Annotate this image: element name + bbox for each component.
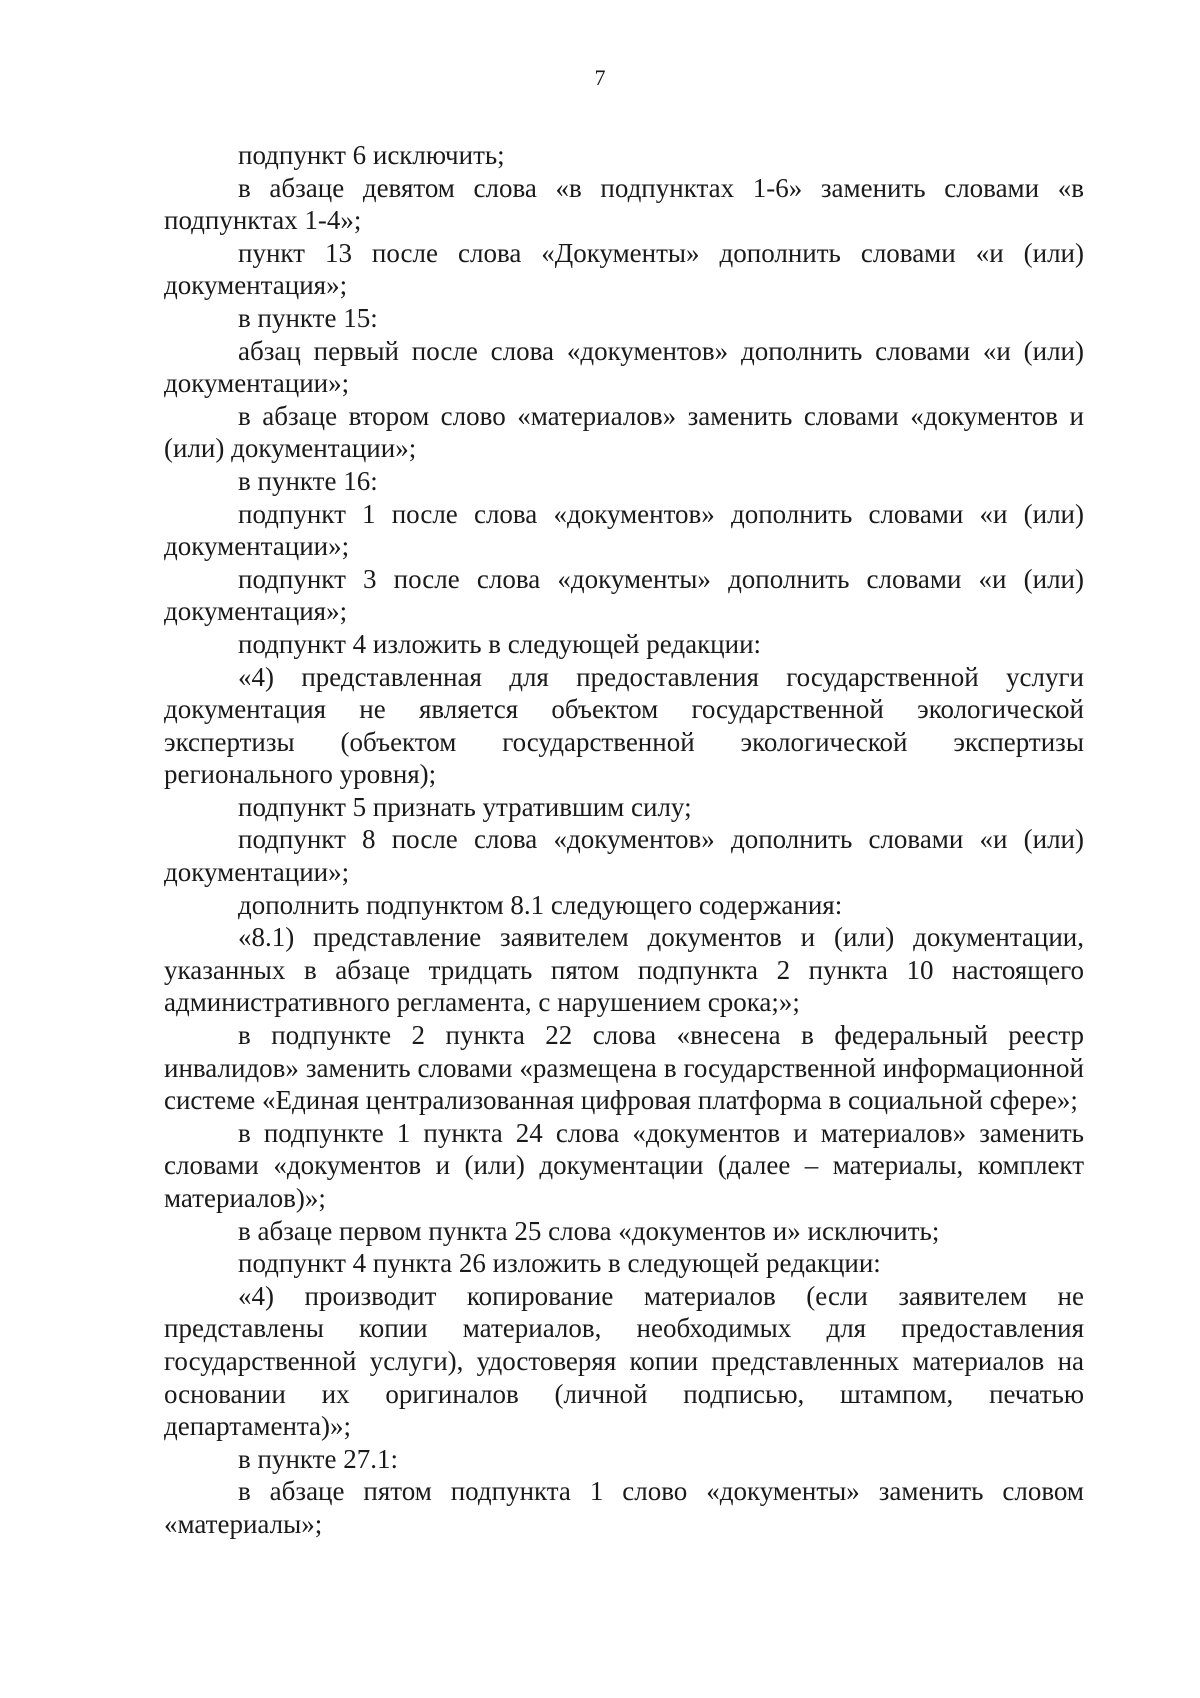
paragraph: «4) представленная для предоставления государственной услуги документация не является объектом государственной экологической экспертизы (объектом государственной экологической экспертизы регионального уровня); <box>164 661 1084 790</box>
paragraph: «8.1) представление заявителем документов и (или) документации, указанных в абзаце тридцать пятом подпункта 2 пункта 10 настоящего административного регламента, с нарушением срока;»; <box>164 922 1084 1018</box>
paragraph: подпункт 8 после слова «документов» дополнить словами «и (или) документации»; <box>164 824 1084 888</box>
paragraph: подпункт 6 исключить; <box>238 140 505 170</box>
paragraph: дополнить подпунктом 8.1 следующего содержания: <box>238 889 843 920</box>
paragraph: подпункт 5 признать утратившим силу; <box>238 791 692 822</box>
paragraph: в абзаце втором слово «материалов» заменить словами «документов и (или) документации»; <box>164 400 1084 464</box>
paragraph: в пункте 16: <box>238 465 378 496</box>
paragraph: в абзаце девятом слова «в подпунктах 1-6» заменить словами «в подпунктах 1-4»; <box>164 172 1084 236</box>
paragraph: в пункте 27.1: <box>238 1443 398 1474</box>
paragraph: в абзаце первом пункта 25 слова «документов и» исключить; <box>238 1215 940 1246</box>
paragraph: «4) производит копирование материалов (если заявителем не представлены копии материалов, необходимых для предоставления государственной услуги), удостоверяя копии представленных материалов на основании их оригиналов (личной подписью, штампом, печатью департамента)»; <box>164 1280 1084 1442</box>
paragraph: в абзаце пятом подпункта 1 слово «документы» заменить словом «материалы»; <box>164 1476 1084 1539</box>
document-body <box>164 139 1084 1541</box>
paragraph: подпункт 4 изложить в следующей редакции: <box>238 628 762 659</box>
paragraph: абзац первый после слова «документов» дополнить словами «и (или) документации»; <box>164 335 1084 399</box>
paragraph: в пункте 15: <box>238 302 378 333</box>
page-number: 7 <box>594 65 606 90</box>
paragraph: в подпункте 2 пункта 22 слова «внесена в федеральный реестр инвалидов» заменить словами «размещена в государственной информационной системе «Единая централизованная цифровая платформа в социальной сфере»; <box>164 1020 1084 1116</box>
paragraph: подпункт 4 пункта 26 изложить в следующей редакции: <box>238 1248 881 1279</box>
paragraph: подпункт 1 после слова «документов» дополнить словами «и (или) документации»; <box>164 498 1084 562</box>
paragraph: подпункт 3 после слова «документы» дополнить словами «и (или) документация»; <box>164 563 1084 627</box>
paragraph: в подпункте 1 пункта 24 слова «документов и материалов» заменить словами «документов и (или) документации (далее – материалы, комплект материалов)»; <box>164 1117 1084 1213</box>
paragraph: пункт 13 после слова «Документы» дополнить словами «и (или) документация»; <box>164 237 1084 301</box>
